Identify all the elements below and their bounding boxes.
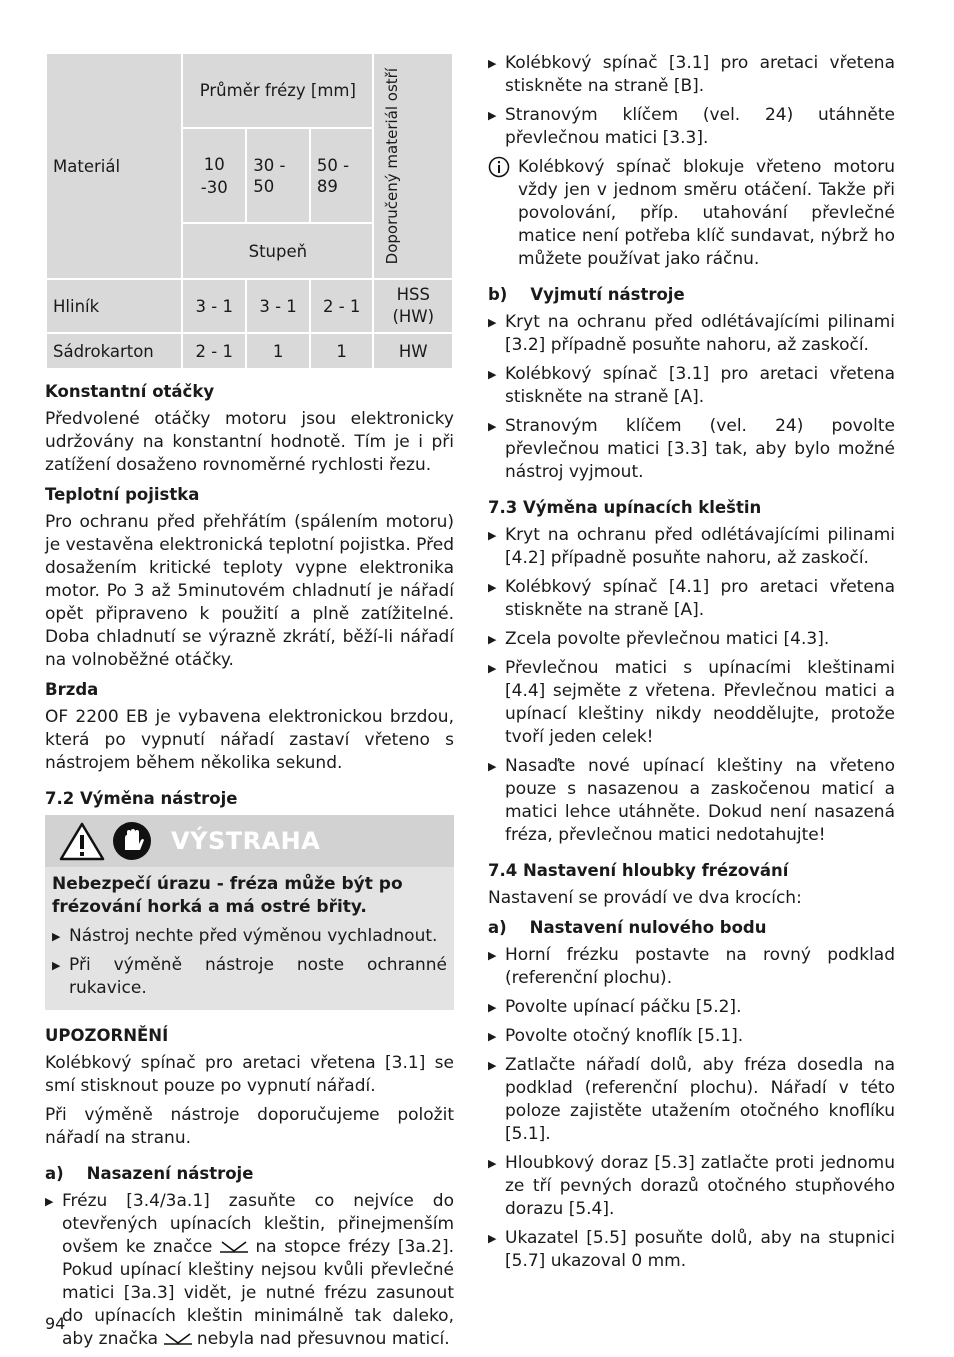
paragraph-temperature-fuse: Pro ochranu před přehřátím (spálením motoru) je vestavěna elektronická teplotní pojistka. Před dosažením kritické teploty vypne elektronika motor. Po 3 až 5minutovém chladnutí je nářadí opět připraveno k použití a plně zatížitelné. Doba chladnutí se výrazně zkrátí, běží-li nářadí na volnoběžné otáčky. <box>45 512 454 671</box>
list-item: ▶ Povolte otočný knoflík [5.1]. <box>488 1025 895 1048</box>
warning-text: Nebezpečí úrazu - fréza může být po frézování horká a má ostré břity. <box>52 874 403 918</box>
material-table: Materiál Průměr frézy [mm] Doporučený materiál ostří 10 -30 30 - 50 50 - 89 Stupeň Hliník 3 - 1 3 - 1 2 - 1 HSS (HW) Sádrokarton 2 - 1 1 1 HW <box>45 52 454 370</box>
list-item: ▶ Frézu [3.4/3a.1] zasuňte co nejvíce do otevřených upínacích kleštin, přinejmenším ovšem ke značce na stopce frézy [3a.2]. Pokud upínací kleštiny nejsou kvůli převlečné matici [3a.3] vidět, je nutné frézu zasunout do upínacích kleštin minimálně tak daleko, aby značka nebyla nad přesuvnou maticí. <box>45 1190 454 1351</box>
list-item: ▶ Zatlačte nářadí dolů, aby fréza dosedla na podklad (referenční plochu). Nářadí v této poloze zajistěte utažením otočného knoflíku [5.1]. <box>488 1054 895 1146</box>
heading-brake: Brzda <box>45 680 99 700</box>
heading-7-3: 7.3 Výměna upínacích kleštin <box>488 498 762 517</box>
heading-7-4: 7.4 Nastavení hloubky frézování <box>488 861 789 880</box>
table-row: Sádrokarton 2 - 1 1 1 HW <box>46 333 453 369</box>
page-number: 94 <box>45 1314 66 1333</box>
heading-note: UPOZORNĚNÍ <box>45 1026 169 1046</box>
paragraph-note-2: Při výměně nástroje doporučujeme položit nářadí na stranu. <box>45 1105 454 1149</box>
list-item: ▶ Ukazatel [5.5] posuňte dolů, aby na stupnici [5.7] ukazoval 0 mm. <box>488 1227 895 1273</box>
list-item: ▶ Hloubkový doraz [5.3] zatlačte proti jednomu ze tří pevných dorazů otočného stupňového dorazu [5.4]. <box>488 1152 895 1221</box>
warning-header <box>45 815 454 867</box>
heading-zero-point: a) Nastavení nulového bodu <box>488 918 767 937</box>
list-item: ▶ Kolébkový spínač [4.1] pro aretaci vřetena stiskněte na straně [A]. <box>488 576 895 622</box>
diameter-header: Průměr frézy [mm] <box>182 53 373 128</box>
recommended-header: Doporučený materiál ostří <box>383 68 402 265</box>
insertion-mark-icon <box>220 1240 248 1254</box>
info-icon <box>488 156 510 178</box>
list-item: ▶ Nasaďte nové upínací kleštiny na vřeteno pouze s nasazenou a zaskočenou maticí a matici lehce utáhněte. Dokud není nasazená fréza, převlečnou matici nedotahujte! <box>488 755 895 847</box>
paragraph-constant-speed: Předvolené otáčky motoru jsou elektronicky udržovány na konstantní hodnotě. Tím je i při zatížení dosaženo rovnoměrné rychlosti řezu. <box>45 409 454 476</box>
heading-constant-speed: Konstantní otáčky <box>45 382 215 402</box>
list-item: ▶ Zcela povolte převlečnou matici [4.3]. <box>488 628 895 651</box>
list-item: ▶ Stranovým klíčem (vel. 24) povolte převlečnou matici [3.3] tak, aby bylo možné nástroj vyjmout. <box>488 415 895 484</box>
right-column <box>488 52 895 1279</box>
warning-title: VÝSTRAHA <box>171 826 321 855</box>
paragraph-brake: OF 2200 EB je vybavena elektronickou brzdou, která po vypnutí nářadí zastaví vřeteno s nástrojem během několika sekund. <box>45 707 454 774</box>
diameter-10-30: 10 -30 <box>182 128 246 223</box>
list-item: ▶ Kolébkový spínač [3.1] pro aretaci vřetena stiskněte na straně [A]. <box>488 363 895 409</box>
info-note: Kolébkový spínač blokuje vřeteno motoru vždy jen v jednom směru otáčení. Takže při povolování, příp. utahování převlečné matice není potřeba klíč sundavat, nýbrž ho můžete používat jako ráčnu. <box>488 156 895 271</box>
warning-box <box>45 815 454 1010</box>
heading-insert-tool: a) Nasazení nástroje <box>45 1164 254 1184</box>
heading-temperature-fuse: Teplotní pojistka <box>45 485 200 505</box>
left-column <box>45 52 454 1357</box>
material-header: Materiál <box>46 53 182 279</box>
list-item: ▶ Povolte upínací páčku [5.2]. <box>488 996 895 1019</box>
gloves-icon <box>111 820 153 862</box>
list-item: ▶ Kryt na ochranu před odlétávajícími pilinami [3.2] případně posuňte nahoru, až zaskočí. <box>488 311 895 357</box>
heading-remove-tool: b) Vyjmutí nástroje <box>488 285 685 304</box>
warning-triangle-icon <box>59 821 105 861</box>
list-item: ▶ Kolébkový spínač [3.1] pro aretaci vřetena stiskněte na straně [B]. <box>488 52 895 98</box>
paragraph-note-1: Kolébkový spínač pro aretaci vřetena [3.1] se smí stisknout pouze po vypnutí nářadí. <box>45 1053 454 1097</box>
heading-7-2: 7.2 Výměna nástroje <box>45 789 238 809</box>
list-item: ▶ Kryt na ochranu před odlétávajícími pilinami [4.2] případně posuňte nahoru, až zaskočí. <box>488 524 895 570</box>
paragraph-7-4: Nastavení se provádí ve dva krocích: <box>488 888 802 908</box>
table-row: Hliník 3 - 1 3 - 1 2 - 1 HSS (HW) <box>46 279 453 333</box>
list-item: ▶ Horní frézku postavte na rovný podklad (referenční plochu). <box>488 944 895 990</box>
list-item: ▶ Při výměně nástroje noste ochranné rukavice. <box>52 954 447 1000</box>
list-item: ▶ Stranovým klíčem (vel. 24) utáhněte převlečnou matici [3.3]. <box>488 104 895 150</box>
list-item: ▶ Převlečnou matici s upínacími kleštinami [4.4] sejměte z vřetena. Převlečnou matici a upínací kleštiny nikdy neoddělujte, protože tvoří jeden celek! <box>488 657 895 749</box>
insertion-mark-icon <box>164 1332 192 1346</box>
list-item: ▶ Nástroj nechte před výměnou vychladnout. <box>52 925 447 948</box>
level-header: Stupeň <box>182 223 373 279</box>
